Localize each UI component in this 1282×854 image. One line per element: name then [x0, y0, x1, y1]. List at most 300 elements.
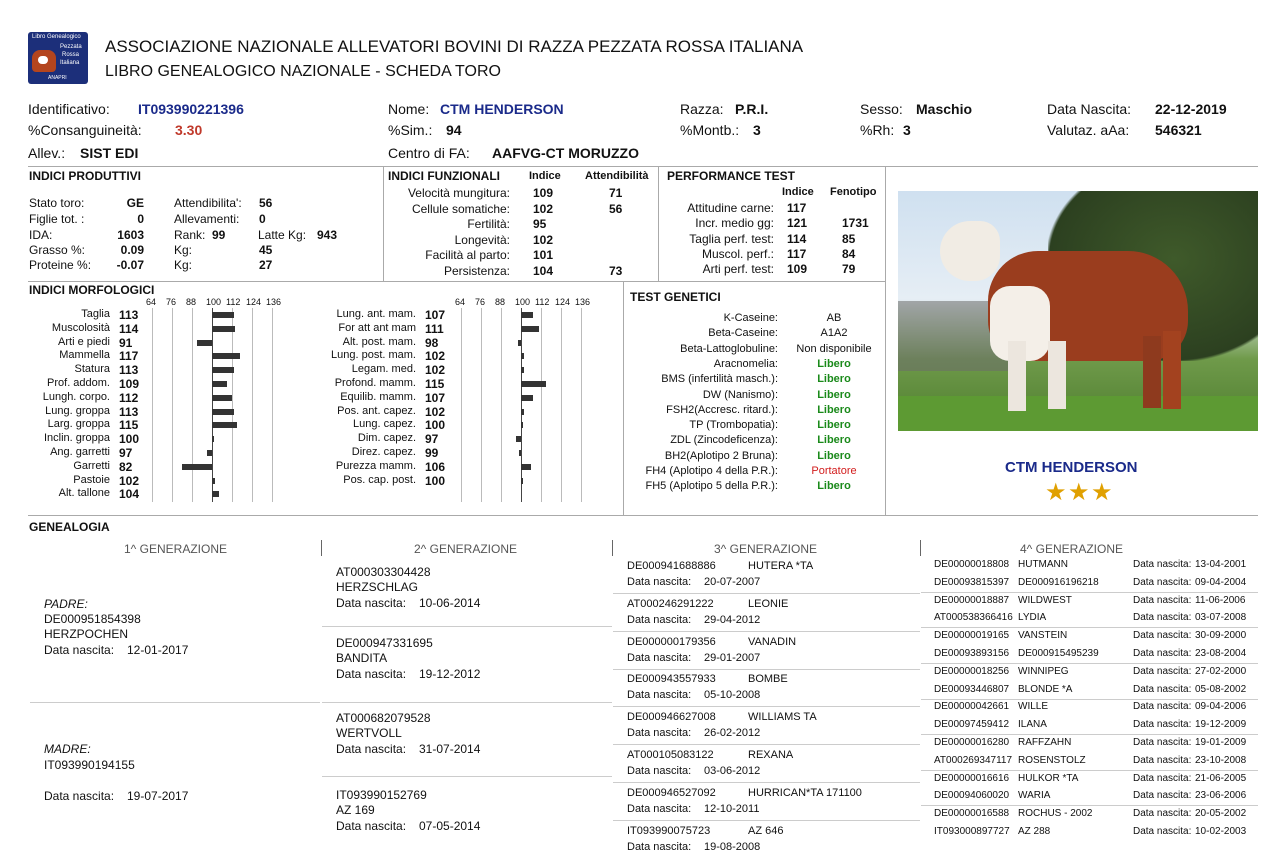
gen3-dn: 29-01-2007 — [704, 651, 761, 664]
gen-test-value: Libero — [817, 357, 851, 370]
morfo-value: 100 — [119, 432, 140, 447]
gen4-dn-label: Data nascita: — [1133, 594, 1192, 606]
morfo-label: Lungh. corpo. — [42, 390, 110, 403]
morfo-bar — [521, 381, 546, 387]
perf-indice: 114 — [787, 231, 807, 246]
morfo-label: Lung. ant. mam. — [336, 308, 416, 320]
gen-test-label: BH2(Aplotipo 2 Bruna): — [664, 449, 778, 462]
gen3-dn: 26-02-2012 — [704, 727, 761, 740]
prod-label: Proteine %: — [29, 258, 92, 272]
montb-value: 3 — [753, 122, 761, 138]
grid-line — [461, 308, 462, 502]
morfo-label: Garretti — [73, 459, 110, 472]
gen4-name: ROCHUS - 2002 — [1018, 808, 1093, 820]
perf-indice: 109 — [787, 262, 808, 277]
nascita-label: Data Nascita: — [1047, 101, 1132, 117]
divider — [921, 699, 1258, 700]
gen4-dn-label: Data nascita: — [1133, 772, 1192, 784]
gen4-name: LYDIA — [1018, 612, 1047, 624]
valutaz-value: 546321 — [1155, 122, 1202, 138]
gen4-id: DE00000016616 — [934, 772, 1010, 784]
centro-label: Centro di FA: — [388, 145, 470, 161]
gen3-id: AT000246291222 — [627, 597, 714, 610]
gen3-dn-label: Data nascita: — [627, 651, 692, 664]
prod-label: Attendibilita': — [174, 196, 242, 210]
gen2-dn-label: Data nascita: — [336, 819, 407, 833]
funz-label: Cellule somatiche: — [411, 201, 510, 216]
gen4-id: DE00093446807 — [934, 683, 1010, 695]
axis-tick-label: 76 — [166, 297, 177, 307]
gen4-id: DE00094060020 — [934, 790, 1010, 802]
morfo-label: For att ant mam — [338, 321, 416, 334]
axis-tick-label: 64 — [455, 297, 466, 307]
valutaz-label: Valutaz. aAa: — [1047, 122, 1130, 138]
morfo-bar — [197, 340, 212, 346]
divider — [921, 592, 1258, 593]
morfo-bar — [521, 326, 539, 332]
gen4-dn-label: Data nascita: — [1133, 826, 1192, 837]
gen3-id: DE000946627008 — [627, 711, 716, 724]
gen4-dn: 09-04-2004 — [1195, 576, 1247, 588]
morfo-bar — [212, 395, 232, 401]
bull-photo — [898, 191, 1258, 431]
razza-label: Razza: — [680, 101, 724, 117]
gen-test-value: Libero — [817, 434, 851, 447]
gen4-dn: 27-02-2000 — [1195, 665, 1247, 677]
perf-fen: 1731 — [842, 216, 869, 231]
morfo-bar — [212, 353, 240, 359]
gen-test-value: Libero — [817, 373, 851, 386]
grid-line — [272, 308, 273, 502]
logo-text-1: Libro Genealogico — [32, 34, 81, 40]
morfo-bar — [212, 422, 237, 428]
gen4-id: IT093000897727 — [934, 826, 1010, 837]
gen4-dn-label: Data nascita: — [1133, 790, 1192, 802]
axis-tick-label: 88 — [186, 297, 197, 307]
performance-col-fen: Fenotipo — [830, 186, 877, 198]
gen2-id: AT000682079528 — [336, 711, 431, 725]
morfo-value: 97 — [119, 446, 133, 460]
page-subtitle: LIBRO GENEALOGICO NAZIONALE - SCHEDA TORO — [105, 63, 501, 80]
morfo-bar — [212, 326, 235, 332]
perf-label: Muscol. perf.: — [701, 246, 774, 261]
logo-text-3: Rossa — [62, 52, 80, 58]
morfo-value: 100 — [425, 473, 446, 488]
morfo-label: Pos. ant. capez. — [337, 404, 416, 417]
morfo-label: Alt. tallone — [58, 487, 110, 500]
prod-label: Kg: — [174, 243, 193, 257]
gen3-dn-label: Data nascita: — [627, 689, 692, 702]
prod-label: Latte Kg: — [258, 228, 307, 242]
gen4-dn: 03-07-2008 — [1195, 612, 1247, 624]
morfo-value: 100 — [425, 418, 446, 433]
grid-line — [192, 308, 193, 502]
grid-line — [501, 308, 502, 502]
gen4-dn-label: Data nascita: — [1133, 665, 1192, 677]
gen2-dn-label: Data nascita: — [336, 742, 407, 756]
sesso-label: Sesso: — [860, 101, 903, 117]
page-title: ASSOCIAZIONE NAZIONALE ALLEVATORI BOVINI DI RAZZA PEZZATA ROSSA ITALIANA — [105, 37, 804, 56]
genetici-title: TEST GENETICI — [630, 290, 721, 304]
rh-label: %Rh: — [860, 122, 895, 138]
morfo-bar — [516, 436, 521, 442]
razza-value: P.R.I. — [735, 101, 769, 117]
grid-line — [152, 308, 153, 502]
axis-tick-label: 136 — [266, 297, 282, 307]
funz-indice: 102 — [533, 201, 554, 216]
gen3-id: DE000941688886 — [627, 560, 716, 572]
morfo-label: Ang. garretti — [50, 446, 110, 458]
gen-test-value: Portatore — [811, 465, 857, 477]
morfo-bar — [521, 409, 524, 415]
morfo-bar — [212, 381, 227, 387]
gen-test-value: AB — [826, 312, 842, 324]
gen2-name: AZ 169 — [336, 803, 375, 817]
prod-label: Rank: — [174, 228, 206, 242]
gen3-dn: 20-07-2007 — [704, 576, 761, 588]
divider — [613, 631, 920, 632]
divider — [921, 805, 1258, 806]
star-icon: ★ — [1045, 479, 1067, 506]
prod-label: Figlie tot. : — [29, 212, 85, 226]
morfo-label: Pos. cap. post. — [343, 473, 416, 486]
gen4-dn: 23-06-2006 — [1195, 790, 1247, 802]
padre-dn-label: Data nascita: — [44, 643, 115, 657]
gen3-name: REXANA — [748, 749, 794, 761]
funz-indice: 101 — [533, 248, 554, 262]
gen3-dn-label: Data nascita: — [627, 727, 692, 740]
morfo-bar — [521, 312, 533, 318]
axis-tick-label: 112 — [535, 297, 550, 307]
centro-value: AAFVG-CT MORUZZO — [492, 145, 639, 161]
nome-value: CTM HENDERSON — [440, 101, 564, 117]
gen3-dn-label: Data nascita: — [627, 613, 692, 626]
madre-id: IT093990194155 — [44, 758, 135, 772]
prod-value: 45 — [259, 243, 273, 257]
grid-line — [541, 308, 542, 502]
sim-label: %Sim.: — [388, 122, 433, 138]
gen4-dn: 23-08-2004 — [1195, 648, 1247, 659]
gen4-id: DE00000019165 — [934, 630, 1010, 642]
gen-test-label: BMS (infertilità masch.): — [661, 373, 778, 386]
divider — [322, 702, 612, 703]
morfo-bar — [182, 464, 212, 470]
gen3-id: IT093990075723 — [627, 824, 711, 837]
gen4-dn: 11-06-2006 — [1195, 594, 1246, 606]
gen2-name: HERZSCHLAG — [336, 580, 419, 594]
gen3-name: WILLIAMS TA — [748, 711, 817, 724]
axis-tick-label: 100 — [515, 297, 531, 307]
madre-label: MADRE: — [44, 742, 91, 756]
gen4-name: DE000915495239 — [1018, 648, 1099, 659]
gen-test-label: TP (Trombopatia): — [689, 419, 778, 432]
morfo-bar — [518, 340, 521, 346]
gen4-dn-label: Data nascita: — [1133, 719, 1192, 731]
gen3-id: DE000943557933 — [627, 673, 716, 686]
morfologici-title: INDICI MORFOLOGICI — [29, 283, 155, 297]
morfo-value: 102 — [425, 349, 446, 364]
funzionali-col-indice: Indice — [529, 170, 561, 182]
grid-line — [232, 308, 233, 502]
gen4-name: BLONDE *A — [1018, 683, 1073, 695]
gen-test-label: FH4 (Aplotipo 4 della P.R.): — [645, 465, 778, 477]
gen4-dn: 13-04-2001 — [1195, 559, 1247, 570]
gen4-id: DE00000016280 — [934, 737, 1010, 748]
gen4-name: ILANA — [1018, 719, 1047, 731]
morfo-bar — [207, 450, 212, 456]
padre-dn: 12-01-2017 — [127, 643, 189, 657]
morfo-label: Statura — [74, 363, 110, 376]
nome-label: Nome: — [388, 101, 430, 117]
gen4-dn: 09-04-2006 — [1195, 701, 1247, 713]
gen4-dn-label: Data nascita: — [1133, 754, 1192, 766]
morfo-value: 98 — [425, 335, 439, 350]
axis-tick-label: 64 — [146, 297, 157, 307]
gen2-id: AT000303304428 — [336, 565, 431, 579]
perf-fen: 84 — [842, 246, 856, 261]
divider — [613, 744, 920, 745]
prod-label: Allevamenti: — [174, 212, 240, 226]
divider — [613, 669, 920, 670]
gen3-name: VANADIN — [748, 635, 797, 648]
gen2-dn-label: Data nascita: — [336, 596, 407, 610]
axis-tick-label: 136 — [575, 297, 591, 307]
gen3-dn: 03-06-2012 — [704, 765, 761, 777]
prod-label: Grasso %: — [29, 243, 86, 257]
morfo-bar — [521, 353, 524, 359]
funz-label: Velocità mungitura: — [407, 186, 510, 200]
gen4-dn: 10-02-2003 — [1195, 826, 1247, 837]
morfo-label: Equilib. mamm. — [340, 390, 416, 403]
gen2-dn: 07-05-2014 — [419, 819, 481, 833]
divider — [613, 820, 920, 821]
prod-label: IDA: — [29, 228, 53, 242]
morfo-bar — [521, 478, 523, 484]
gen-test-value: A1A2 — [820, 327, 848, 340]
gen4-id: DE00097459412 — [934, 719, 1010, 731]
funz-label: Persistenza: — [443, 263, 510, 278]
gen3-dn-label: Data nascita: — [627, 802, 692, 815]
morfo-value: 113 — [119, 363, 139, 378]
perf-label: Attitudine carne: — [687, 201, 774, 215]
funz-att: 56 — [609, 201, 623, 216]
axis-tick-label: 88 — [495, 297, 506, 307]
consang-value: 3.30 — [175, 122, 203, 138]
identificativo-label: Identificativo: — [28, 101, 110, 117]
gen4-dn: 21-06-2005 — [1195, 772, 1247, 784]
prod-value: 27 — [259, 258, 273, 272]
gen4-dn-label: Data nascita: — [1133, 737, 1192, 748]
prod-value: 1603 — [117, 228, 144, 242]
morfo-value: 91 — [119, 335, 133, 350]
gen2-dn-label: Data nascita: — [336, 667, 407, 681]
identificativo-value: IT093990221396 — [138, 101, 244, 117]
logo-text-5: ANAPRI — [48, 75, 67, 81]
gen4-id: DE00000018256 — [934, 665, 1010, 677]
divider — [322, 626, 612, 627]
axis-tick-label: 112 — [226, 297, 241, 307]
gen4-id: DE00000042661 — [934, 701, 1010, 713]
funz-indice: 95 — [533, 217, 547, 231]
morfo-value: 111 — [425, 321, 444, 336]
madre-dn: 19-07-2017 — [127, 789, 189, 803]
gen-test-label: Beta-Caseine: — [708, 327, 778, 340]
gen3-id: DE000000179356 — [627, 635, 716, 648]
morfo-value: 102 — [119, 473, 140, 488]
morfo-bar — [212, 409, 234, 415]
gen4-name: WARIA — [1018, 790, 1051, 802]
nascita-value: 22-12-2019 — [1155, 101, 1227, 117]
gen3-name: HURRICAN*TA 171100 — [748, 786, 862, 799]
funz-label: Facilità al parto: — [425, 248, 510, 262]
madre-dn-label: Data nascita: — [44, 789, 115, 803]
gen3-name: AZ 646 — [748, 824, 784, 837]
gen-test-label: Beta-Lattoglobuline: — [680, 342, 778, 355]
morfo-label: Inclin. groppa — [43, 432, 110, 445]
morfo-label: Prof. addom. — [47, 377, 110, 389]
morfo-value: 97 — [425, 432, 439, 447]
consang-label: %Consanguineità: — [28, 122, 142, 138]
gen4-header: 4^ GENERAZIONE — [1020, 542, 1123, 556]
morfo-bar — [519, 450, 521, 456]
divider — [322, 776, 612, 777]
axis-tick-label: 100 — [206, 297, 222, 307]
funz-att: 71 — [609, 186, 623, 200]
gen2-dn: 10-06-2014 — [419, 596, 481, 610]
produttivi-title: INDICI PRODUTTIVI — [29, 169, 142, 183]
gen3-dn: 12-10-2011 — [704, 802, 760, 815]
gen4-id: DE00093893156 — [934, 648, 1010, 659]
gen3-dn-label: Data nascita: — [627, 576, 692, 588]
gen4-dn: 19-12-2009 — [1195, 719, 1247, 731]
morfo-label: Direz. capez. — [351, 446, 416, 458]
padre-label: PADRE: — [44, 597, 88, 611]
gen4-name: VANSTEIN — [1018, 630, 1068, 642]
morfo-label: Arti e piedi — [58, 335, 110, 348]
gen4-id: AT000538366416 — [934, 612, 1013, 624]
morfo-bar — [521, 367, 524, 373]
gen-test-label: DW (Nanismo): — [702, 388, 778, 401]
grid-line — [212, 308, 213, 502]
gen4-id: DE00093815397 — [934, 576, 1010, 588]
gen3-dn-label: Data nascita: — [627, 765, 692, 777]
gen2-name: WERTVOLL — [336, 726, 402, 740]
gen4-dn-label: Data nascita: — [1133, 808, 1192, 820]
gen4-name: HULKOR *TA — [1018, 772, 1079, 784]
gen2-id: DE000947331695 — [336, 636, 433, 650]
morfo-label: Lung. post. mam. — [331, 349, 416, 362]
morfo-bar — [212, 478, 215, 484]
gen3-dn: 29-04-2012 — [704, 613, 761, 626]
funz-label: Fertilità: — [467, 217, 510, 231]
morfo-label: Purezza mamm. — [335, 459, 416, 472]
morfo-label: Taglia — [81, 308, 110, 320]
gen4-name: AZ 288 — [1018, 826, 1051, 837]
funz-label: Longevità: — [454, 232, 510, 247]
morfo-bar — [212, 436, 214, 442]
performance-title: PERFORMANCE TEST — [667, 169, 796, 183]
gen-test-value: Libero — [817, 449, 851, 462]
star-icon: ★ — [1068, 479, 1090, 506]
perf-label: Incr. medio gg: — [695, 216, 774, 231]
prod-label: Kg: — [174, 258, 193, 272]
prod-value: 0 — [259, 212, 266, 226]
gen3-dn-label: Data nascita: — [627, 840, 692, 853]
funz-att: 73 — [609, 263, 623, 278]
axis-tick-label: 124 — [555, 297, 571, 307]
gen4-dn: 30-09-2000 — [1195, 630, 1247, 642]
morfo-value: 102 — [425, 363, 446, 378]
padre-id: DE000951854398 — [44, 612, 141, 626]
prod-value: 0 — [137, 212, 144, 226]
gen4-name: WINNIPEG — [1018, 665, 1069, 677]
perf-indice: 121 — [787, 216, 808, 231]
bull-name: CTM HENDERSON — [1005, 459, 1138, 476]
axis-tick-label: 124 — [246, 297, 262, 307]
grid-line — [252, 308, 253, 502]
perf-fen: 79 — [842, 262, 856, 277]
gen3-id: AT000105083122 — [627, 749, 714, 761]
morfo-label: Larg. groppa — [47, 418, 110, 431]
prod-value: 99 — [212, 228, 226, 242]
grid-line — [581, 308, 582, 502]
grid-line — [172, 308, 173, 502]
morfo-bar — [521, 464, 531, 470]
montb-label: %Montb.: — [680, 122, 740, 138]
gen-test-value: Libero — [817, 480, 851, 493]
gen-test-value: Non disponibile — [796, 342, 872, 355]
gen4-dn-label: Data nascita: — [1133, 683, 1192, 695]
gen4-name: RAFFZAHN — [1018, 737, 1072, 748]
gen1-header: 1^ GENERAZIONE — [124, 542, 227, 556]
gen-test-label: ZDL (Zincodeficenza): — [670, 434, 778, 447]
divider — [613, 706, 920, 707]
gen4-dn-label: Data nascita: — [1133, 630, 1192, 642]
genealogia-title: GENEALOGIA — [29, 520, 110, 534]
morfo-value: 113 — [119, 308, 139, 322]
morfo-bar — [212, 367, 234, 373]
morfo-value: 107 — [425, 308, 446, 322]
morfo-value: 102 — [425, 404, 446, 419]
morfo-value: 115 — [119, 418, 139, 433]
gen4-id: DE00000018808 — [934, 559, 1010, 570]
prod-value: 56 — [259, 196, 273, 210]
morfo-bar — [212, 312, 234, 318]
gen3-name: BOMBE — [748, 673, 788, 686]
logo-text-4: Italiana — [60, 60, 80, 66]
prod-value: 943 — [317, 228, 338, 242]
grid-line — [481, 308, 482, 502]
morfo-label: Alt. post. mam. — [342, 335, 416, 348]
morfo-label: Profond. mamm. — [334, 377, 416, 389]
morfo-value: 117 — [119, 349, 139, 364]
morfo-label: Muscolosità — [51, 321, 110, 334]
morfo-bar — [521, 422, 523, 428]
perf-indice: 117 — [787, 246, 807, 261]
gen4-dn-label: Data nascita: — [1133, 576, 1192, 588]
gen4-name: DE000916196218 — [1018, 576, 1099, 588]
perf-fen: 85 — [842, 231, 856, 246]
grid-line — [561, 308, 562, 502]
logo — [28, 32, 88, 84]
gen-test-label: Aracnomelia: — [713, 357, 778, 370]
sesso-value: Maschio — [916, 101, 973, 117]
prod-value: -0.07 — [116, 258, 144, 272]
morfo-label: Mammella — [59, 349, 110, 362]
morfo-bar — [521, 395, 533, 401]
gen2-dn: 19-12-2012 — [419, 667, 481, 681]
gen3-id: DE000946527092 — [627, 786, 716, 799]
